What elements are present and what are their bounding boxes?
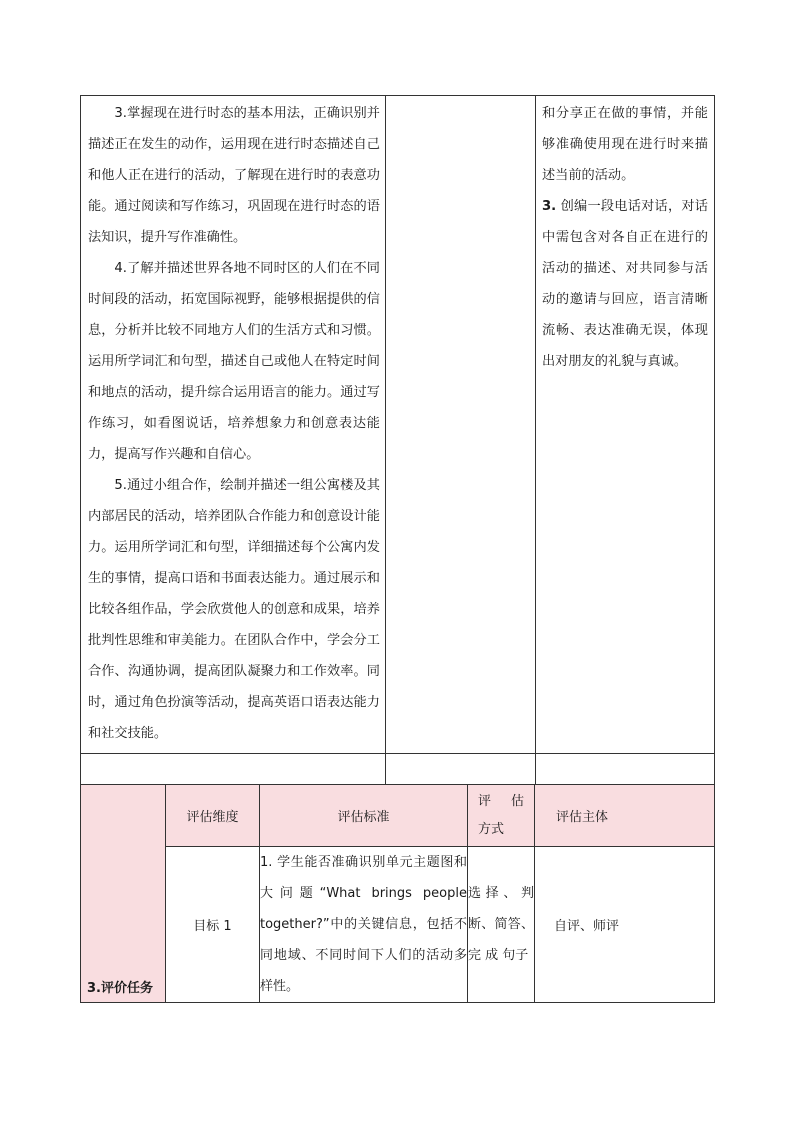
middle-empty-cell — [386, 96, 536, 754]
evaluation-header-row — [81, 785, 715, 847]
row1-standard: 1. 学生能否准确识别单元主题图和大问题“What brings people together?”中的关键信息，包括不同地域、不同时间下人们的活动多样性。 — [260, 847, 468, 1003]
objectives-row — [81, 96, 715, 754]
row1-method: 选择、判断、简答、完 成 句子 — [468, 847, 535, 1003]
empty-row — [81, 754, 715, 785]
objective-5: 5.通过小组合作，绘制并描述一组公寓楼及其内部居民的活动，培养团队合作能力和创意设计能力。运用所学词汇和句型，详细描述每个公寓内发生的事情，提高口语和书面表达能力。通过展示和比较各组作品，学会欣赏他人的创意和成果，培养批判性思维和审美能力。在团队合作中，学会分工合作、沟通协调，提高团队凝聚力和工作效率。同时，通过角色扮演等活动，提高英语口语表达能力和社交技能。 — [88, 478, 380, 741]
header-subject: 评估主体 — [535, 785, 715, 847]
header-dimension: 评估维度 — [166, 785, 260, 847]
empty-cell-1 — [81, 754, 386, 785]
activity-3-number: 3. — [542, 199, 557, 214]
header-method: 评 估 方式 — [468, 785, 535, 847]
evaluation-section-label: 3.评价任务 — [81, 785, 166, 1003]
objective-3: 3.掌握现在进行时态的基本用法，正确识别并描述正在发生的动作，运用现在进行时态描述自己和他人正在进行的活动，了解现在进行时的表意功能。通过阅读和写作练习，巩固现在进行时态的语法知识，提升写作准确性。 — [88, 106, 380, 245]
objective-4: 4.了解并描述世界各地不同时区的人们在不同时间段的活动，拓宽国际视野，能够根据提供的信息，分析并比较不同地方人们的生活方式和习惯。运用所学词汇和句型，描述自己或他人在特定时间和地点的活动，提升综合运用语言的能力。通过写作练习，如看图说话，培养想象力和创意表达能力，提高写作兴趣和自信心。 — [88, 261, 380, 462]
objectives-table — [80, 95, 715, 785]
evaluation-table — [80, 784, 715, 1003]
evaluation-row-1 — [81, 847, 715, 1003]
objectives-cell — [81, 96, 386, 754]
header-standard: 评估标准 — [260, 785, 468, 847]
activity-continued: 和分享正在做的事情，并能够准确使用现在进行时来描述当前的活动。 — [542, 106, 708, 183]
row1-dimension: 目标 1 — [166, 847, 260, 1003]
empty-cell-3 — [536, 754, 715, 785]
activity-3-text: 创编一段电话对话，对话中需包含对各自正在进行的活动的描述、对共同参与活动的邀请与回应，语言清晰流畅、表达准确无误，体现出对朋友的礼貌与真诚。 — [542, 199, 708, 369]
activities-cell — [536, 96, 715, 754]
row1-subject: 自评、师评 — [535, 847, 715, 1003]
activity-3 — [542, 191, 708, 377]
empty-cell-2 — [386, 754, 536, 785]
